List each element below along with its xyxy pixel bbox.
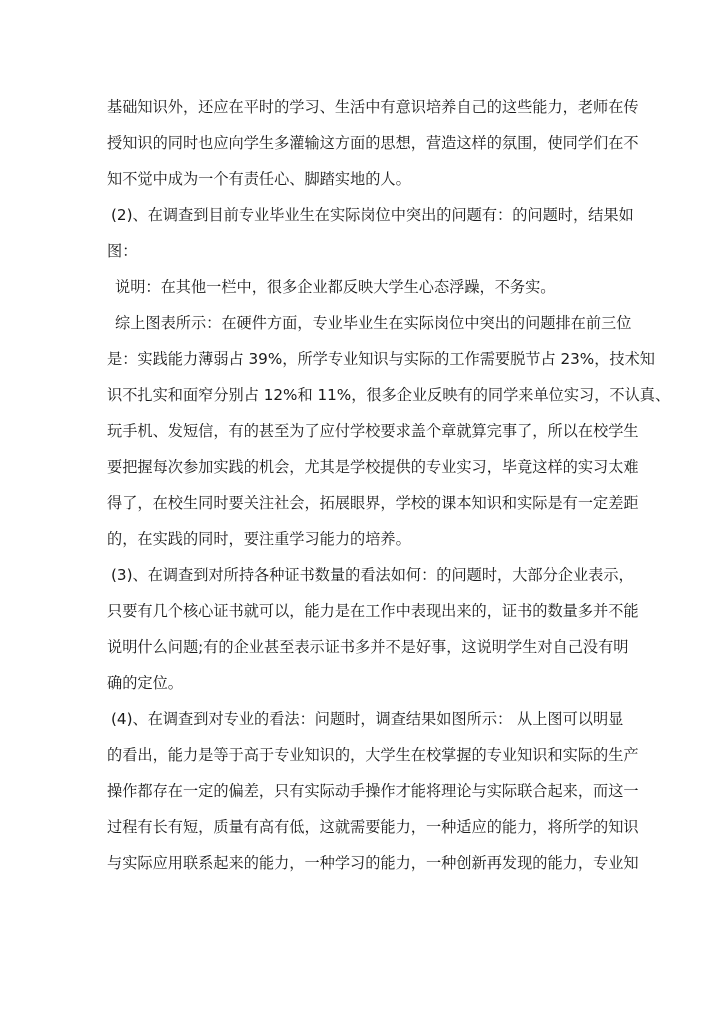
text-line: 知不觉中成为一个有责任心、脚踏实地的人。: [107, 170, 411, 188]
text-line: 得了，在校生同时要关注社会，拓展眼界，学校的课本知识和实际是有一定差距: [107, 494, 639, 512]
text-line: 图：: [107, 242, 138, 260]
text-line: (2)、在调查到目前专业毕业生在实际岗位中突出的问题有：的问题时，结果如: [111, 206, 634, 224]
text-line: (3)、在调查到对所持各种证书数量的看法如何：的问题时，大部分企业表示，: [111, 566, 634, 584]
text-line: 的看出，能力是等于高于专业知识的，大学生在校掌握的专业知识和实际的生产: [107, 746, 639, 764]
text-line: 与实际应用联系起来的能力，一种学习的能力，一种创新再发现的能力，专业知: [107, 854, 639, 872]
text-line: 说明：在其他一栏中，很多企业都反映大学生心态浮躁，不务实。: [115, 278, 556, 296]
text-line: 说明什么问题;有的企业甚至表示证书多并不是好事，这说明学生对自己没有明: [107, 638, 629, 656]
text-line: 基础知识外，还应在平时的学习、生活中有意识培养自己的这些能力，老师在传: [107, 98, 639, 116]
text-line: 综上图表所示：在硬件方面，专业毕业生在实际岗位中突出的问题排在前三位: [115, 314, 632, 332]
text-line: 的，在实践的同时，要注重学习能力的培养。: [107, 530, 411, 548]
text-line: 过程有长有短，质量有高有低，这就需要能力，一种适应的能力，将所学的知识: [107, 818, 639, 836]
text-line: 操作都存在一定的偏差，只有实际动手操作才能将理论与实际联合起来，而这一: [107, 782, 639, 800]
text-line: (4)、在调查到对专业的看法：问题时，调查结果如图所示： 从上图可以明显: [111, 710, 624, 728]
body-text: [107, 89, 671, 881]
text-line: 要把握每次参加实践的机会，尤其是学校提供的专业实习，毕竟这样的实习太难: [107, 458, 639, 476]
text-line: 玩手机、发短信，有的甚至为了应付学校要求盖个章就算完事了，所以在校学生: [107, 422, 639, 440]
text-line: 授知识的同时也应向学生多灌输这方面的思想，营造这样的氛围，使同学们在不: [107, 134, 639, 152]
text-line: 识不扎实和面窄分别占 12%和 11%，很多企业反映有的同学来单位实习，不认真、: [107, 386, 671, 404]
text-line: 是：实践能力薄弱占 39%，所学专业知识与实际的工作需要脱节占 23%，技术知: [107, 350, 655, 368]
text-line: 确的定位。: [107, 674, 183, 692]
text-line: 只要有几个核心证书就可以，能力是在工作中表现出来的，证书的数量多并不能: [107, 602, 639, 620]
